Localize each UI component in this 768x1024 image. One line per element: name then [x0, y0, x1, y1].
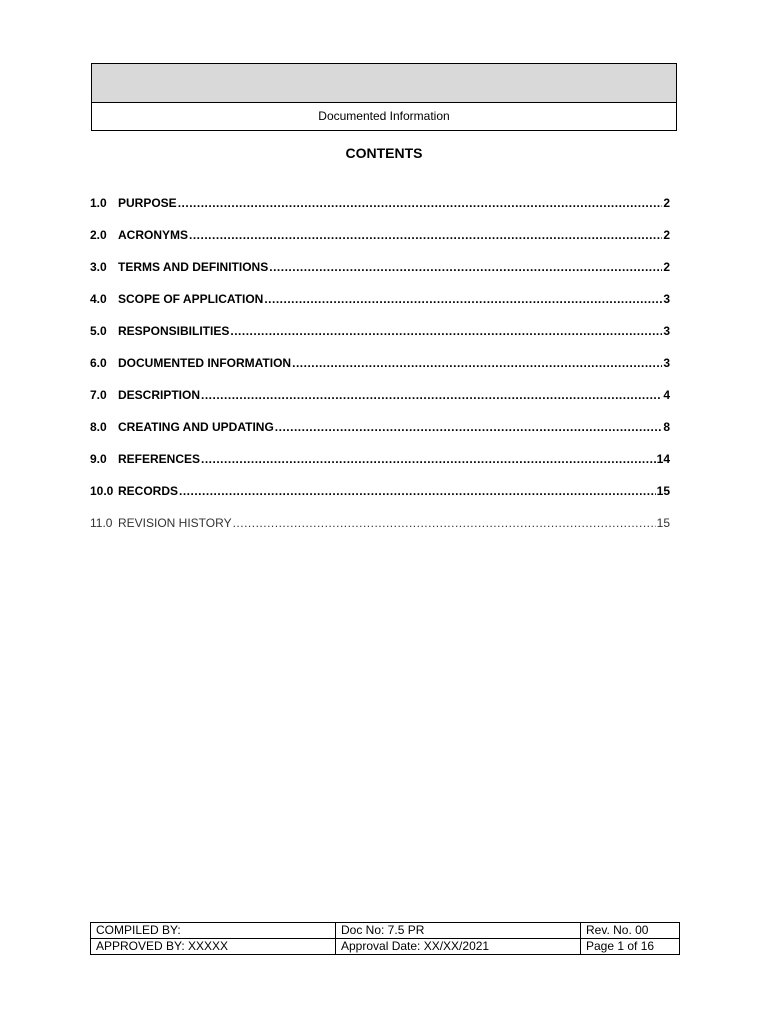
toc-page: 14	[656, 452, 670, 466]
toc-leader	[275, 420, 663, 434]
page-number: Page 1 of 16	[581, 939, 680, 955]
toc-number: 11.0	[90, 516, 113, 530]
doc-number: Doc No: 7.5 PR	[336, 923, 581, 939]
header-title-band	[92, 64, 676, 103]
toc-number: 7.0	[90, 388, 107, 402]
toc-title: PURPOSE	[118, 196, 177, 210]
toc-number: 2.0	[90, 228, 107, 242]
toc-leader	[178, 196, 663, 210]
toc-number: 9.0	[90, 452, 107, 466]
toc-leader	[201, 452, 656, 466]
toc-page: 4	[663, 388, 670, 402]
toc-entry-documented-information[interactable]	[90, 356, 670, 388]
footer-row	[91, 939, 680, 955]
toc-leader	[189, 228, 662, 242]
toc-leader	[292, 356, 662, 370]
toc-number: 6.0	[90, 356, 107, 370]
toc-title: RESPONSIBILITIES	[118, 324, 230, 338]
toc-number: 10.0	[90, 484, 114, 498]
toc-number: 8.0	[90, 420, 107, 434]
toc-leader	[230, 324, 662, 338]
toc-number: 1.0	[90, 196, 107, 210]
toc-entry-creating-updating[interactable]	[90, 420, 670, 452]
toc-title: SCOPE OF APPLICATION	[118, 292, 264, 306]
approved-by: APPROVED BY: XXXXX	[91, 939, 336, 955]
toc-leader	[269, 260, 662, 274]
toc-title: RECORDS	[118, 484, 179, 498]
toc-title: DOCUMENTED INFORMATION	[118, 356, 292, 370]
toc-page: 15	[656, 516, 670, 530]
toc-entry-revision-history[interactable]	[90, 516, 670, 548]
toc-title: DESCRIPTION	[118, 388, 201, 402]
toc-title: REVISION HISTORY	[118, 516, 232, 530]
toc-title: ACRONYMS	[118, 228, 189, 242]
toc-page: 3	[663, 324, 670, 338]
contents-title: CONTENTS	[345, 145, 423, 161]
toc-page: 15	[656, 484, 670, 498]
toc-title: TERMS AND DEFINITIONS	[118, 260, 269, 274]
table-of-contents	[90, 196, 670, 548]
compiled-by: COMPILED BY:	[91, 923, 336, 939]
footer-table	[90, 922, 680, 955]
toc-page: 2	[663, 260, 670, 274]
approval-date: Approval Date: XX/XX/2021	[336, 939, 581, 955]
toc-page: 2	[663, 196, 670, 210]
toc-page: 3	[663, 356, 670, 370]
toc-entry-description[interactable]	[90, 388, 670, 420]
toc-entry-references[interactable]	[90, 452, 670, 484]
toc-entry-responsibilities[interactable]	[90, 324, 670, 356]
toc-leader	[264, 292, 662, 306]
header-subtitle: Documented Information	[318, 109, 450, 123]
toc-entry-scope[interactable]	[90, 292, 670, 324]
toc-number: 3.0	[90, 260, 107, 274]
toc-entry-records[interactable]	[90, 484, 670, 516]
toc-leader	[233, 516, 656, 530]
toc-page: 2	[663, 228, 670, 242]
toc-number: 4.0	[90, 292, 107, 306]
toc-entry-purpose[interactable]	[90, 196, 670, 228]
toc-page: 3	[663, 292, 670, 306]
toc-page: 8	[663, 420, 670, 434]
toc-leader	[201, 388, 662, 402]
toc-number: 5.0	[90, 324, 107, 338]
footer-row	[91, 923, 680, 939]
toc-title: REFERENCES	[118, 452, 201, 466]
toc-leader	[179, 484, 656, 498]
header-box	[91, 63, 677, 131]
revision-number: Rev. No. 00	[581, 923, 680, 939]
toc-title: CREATING AND UPDATING	[118, 420, 274, 434]
toc-entry-terms[interactable]	[90, 260, 670, 292]
toc-entry-acronyms[interactable]	[90, 228, 670, 260]
